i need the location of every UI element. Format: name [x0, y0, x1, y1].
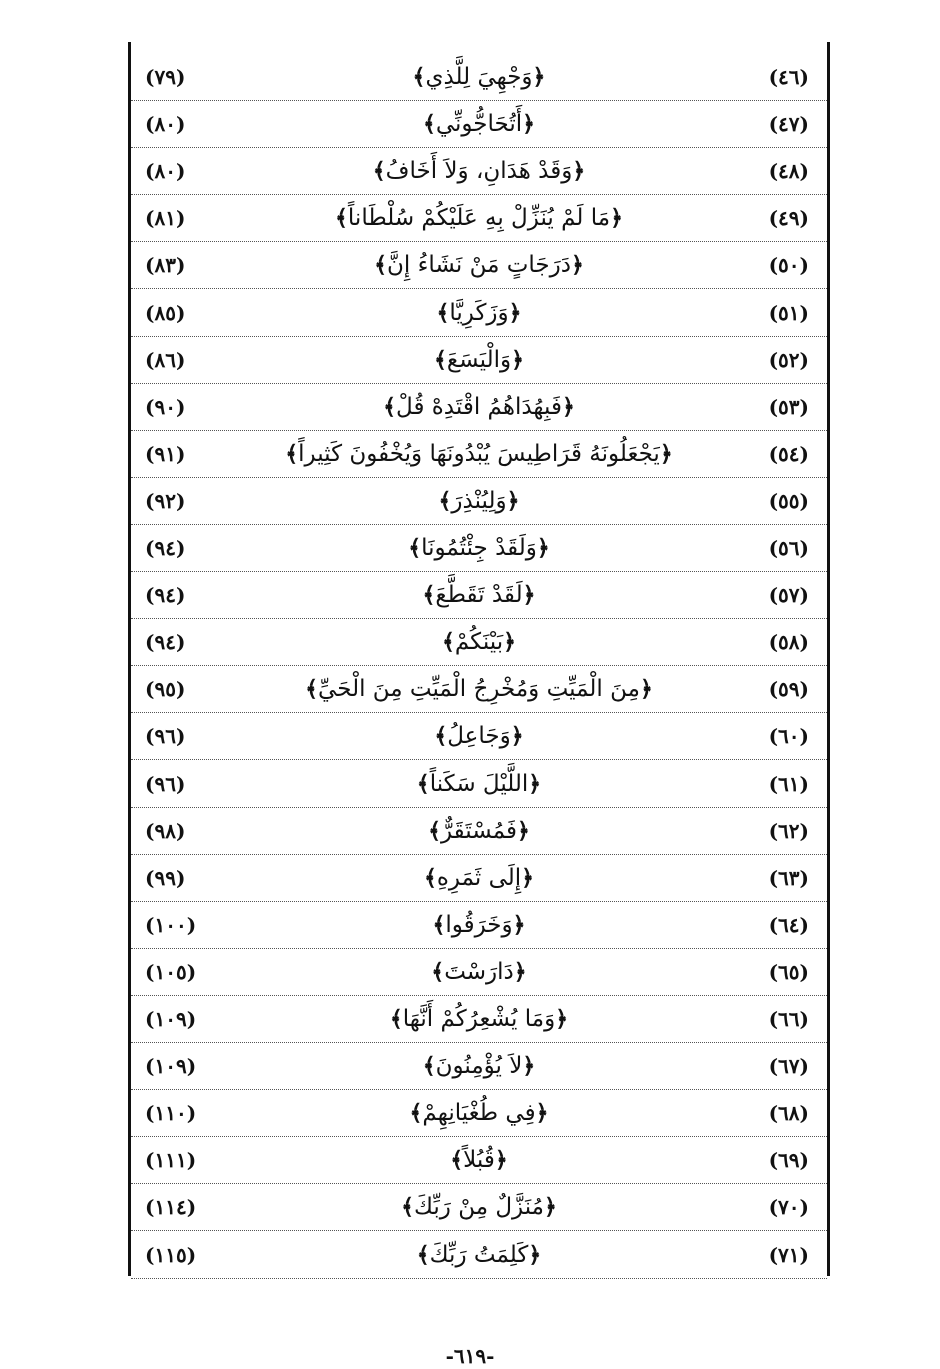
verse-words: يَجْعَلُونَهُ قَرَاطِيسَ يُبْدُونَهَا وَيُخْفُونَ كَثِيراً	[298, 440, 660, 467]
verse-words: أَتُحَاجُّونِّي	[435, 111, 523, 138]
verse-text	[241, 619, 717, 665]
verse-number: (٥٣)	[768, 394, 809, 419]
verse-words: لَقَدْ تَقَطَّعَ	[435, 582, 523, 609]
page-reference: (١١٤)	[145, 1195, 197, 1220]
verse-number: (٦٨)	[768, 1101, 809, 1126]
table-row	[131, 1184, 827, 1231]
table-row	[131, 996, 827, 1043]
table-row	[131, 572, 827, 619]
verse-words: مَا لَمْ يُنَزِّلْ بِهِ عَلَيْكُمْ سُلْطَاناً	[347, 205, 611, 232]
verse-number: (٦٩)	[768, 1148, 809, 1173]
verse-words: وَجْهِيَ لِلَّذِي	[425, 64, 533, 90]
verse-words: وَجَاعِلُ	[447, 723, 511, 750]
page-reference: (٩٥)	[145, 677, 186, 702]
page-reference: (٨٥)	[145, 300, 186, 325]
table-row	[131, 478, 827, 525]
table-row	[131, 525, 827, 572]
verse-number: (٦٠)	[768, 724, 809, 749]
verse-words: دَرَجَاتٍ مَنْ نَشَاءُ إِنَّ	[386, 252, 571, 279]
ornate-bracket-open: ﴿	[511, 347, 524, 373]
verse-words: اللَّيْلَ سَكَناً	[429, 770, 529, 797]
ornate-bracket-open: ﴿	[536, 536, 550, 561]
verse-words: وَلِيُنْذِرَ	[451, 487, 507, 514]
ornate-bracket-open: ﴿	[532, 65, 546, 90]
page-reference: (١١٥)	[145, 1242, 197, 1267]
ornate-bracket-close: ﴾	[422, 1054, 436, 1080]
table-row	[131, 242, 827, 289]
ornate-bracket-close: ﴾	[372, 159, 386, 185]
ornate-bracket-close: ﴾	[416, 1242, 430, 1268]
table-row	[131, 713, 827, 760]
table-row	[131, 431, 827, 478]
verse-number: (٤٨)	[768, 159, 809, 184]
ornate-bracket-open: ﴿	[517, 818, 530, 844]
ornate-bracket-open: ﴿	[555, 1007, 569, 1032]
page-reference: (٧٩)	[145, 65, 186, 89]
page-reference: (٩١)	[145, 441, 186, 466]
table-row	[131, 101, 827, 148]
verse-words: وَمَا يُشْعِرُكُمْ أَنَّهَا	[402, 1006, 556, 1032]
verse-text	[241, 855, 717, 901]
verse-words: فِي طُغْيَانِهِمْ	[422, 1100, 536, 1127]
verse-text	[241, 290, 717, 336]
verse-text	[241, 384, 717, 430]
verse-words: بَيْنَكُمْ	[454, 629, 504, 656]
verse-text	[241, 996, 717, 1042]
table-row	[131, 1043, 827, 1090]
ornate-bracket-open: ﴿	[572, 159, 586, 185]
verse-number: (٦٣)	[768, 865, 809, 890]
ornate-bracket-close: ﴾	[412, 65, 426, 90]
page-reference: (١٠٩)	[145, 1007, 197, 1031]
verse-words: إِلَى ثَمَرِهِ	[436, 864, 522, 891]
verse-words: دَارَسْتَ	[444, 958, 514, 985]
ornate-bracket-close: ﴾	[408, 536, 422, 561]
ornate-bracket-open: ﴿	[521, 865, 535, 891]
ornate-bracket-close: ﴾	[422, 583, 436, 609]
verse-number: (٥٠)	[768, 253, 809, 278]
ornate-bracket-open: ﴿	[528, 1242, 542, 1268]
ornate-bracket-open: ﴿	[510, 724, 524, 750]
page-reference: (٩٤)	[145, 583, 186, 608]
verse-number: (٤٧)	[768, 112, 809, 137]
ornate-bracket-open: ﴿	[639, 677, 653, 703]
verse-text	[241, 1232, 717, 1278]
verse-number: (٧٠)	[768, 1195, 809, 1220]
verse-number: (٦١)	[768, 771, 809, 796]
ornate-bracket-close: ﴾	[409, 1101, 423, 1127]
verse-number: (٥٧)	[768, 583, 809, 608]
ornate-bracket-close: ﴾	[422, 112, 436, 138]
ornate-bracket-close: ﴾	[285, 441, 299, 467]
ornate-bracket-open: ﴿	[544, 1195, 557, 1221]
ornate-bracket-open: ﴿	[506, 488, 520, 514]
verse-number: (٥١)	[768, 300, 809, 325]
ornate-bracket-close: ﴾	[383, 394, 397, 420]
verse-number: (٤٦)	[768, 65, 809, 89]
verse-words: وَزَكَرِيَّا	[449, 299, 509, 326]
page-reference: (٨٣)	[145, 253, 186, 278]
verse-number: (٧١)	[768, 1242, 809, 1267]
page-reference: (١٠٠)	[145, 912, 197, 937]
verse-number: (٤٩)	[768, 206, 809, 231]
ornate-bracket-close: ﴾	[305, 677, 319, 703]
verse-words: كَلِمَتُ رَبِّكَ	[429, 1241, 529, 1268]
verse-words: فَبِهُدَاهُمُ اقْتَدِهْ قُلْ	[396, 393, 562, 420]
verse-number: (٦٢)	[768, 818, 809, 843]
page-reference: (١٠٥)	[145, 959, 197, 984]
table-row	[131, 54, 827, 101]
index-table	[128, 42, 830, 1276]
verse-text	[241, 1043, 717, 1089]
page-number: -٦١٩-	[445, 1344, 495, 1368]
ornate-bracket-open: ﴿	[494, 1148, 508, 1174]
verse-words: وَلَقَدْ جِئْتُمُونَا	[421, 535, 537, 561]
ornate-bracket-close: ﴾	[374, 253, 387, 279]
table-row	[131, 1090, 827, 1137]
verse-text	[241, 902, 717, 948]
ornate-bracket-open: ﴿	[528, 771, 542, 797]
ornate-bracket-open: ﴿	[659, 441, 673, 467]
verse-text	[241, 242, 717, 288]
verse-text	[241, 1137, 717, 1183]
verse-words: وَخَرَقُوا	[445, 911, 513, 938]
page-reference: (١٠٩)	[145, 1054, 197, 1079]
verse-words: مُنَزَّلٌ مِنْ رَبِّكَ	[413, 1194, 544, 1221]
verse-text	[241, 101, 717, 147]
ornate-bracket-close: ﴾	[428, 818, 441, 844]
verse-text	[241, 1184, 717, 1230]
page-reference: (٩٠)	[145, 394, 186, 419]
ornate-bracket-close: ﴾	[423, 865, 437, 891]
table-row	[131, 290, 827, 337]
table-row	[131, 1137, 827, 1184]
verse-text	[241, 148, 717, 194]
verse-text	[241, 761, 717, 807]
ornate-bracket-open: ﴿	[503, 630, 517, 656]
verse-number: (٥٩)	[768, 677, 809, 702]
ornate-bracket-close: ﴾	[416, 771, 430, 797]
verse-text	[241, 1090, 717, 1136]
verse-words: لاَ يُؤْمِنُونَ	[435, 1053, 523, 1080]
ornate-bracket-close: ﴾	[436, 300, 450, 326]
verse-words: مِنَ الْمَيِّتِ وَمُخْرِجُ الْمَيِّتِ مِنَ الْحَيِّ	[318, 676, 640, 703]
ornate-bracket-close: ﴾	[432, 912, 446, 938]
table-row	[131, 1232, 827, 1279]
table-row	[131, 619, 827, 666]
ornate-bracket-close: ﴾	[431, 959, 445, 985]
verse-text	[241, 431, 717, 477]
page-reference: (٩٦)	[145, 771, 186, 796]
ornate-bracket-close: ﴾	[389, 1007, 403, 1032]
verse-words: فَمُسْتَقَرٌّ	[440, 817, 518, 844]
verse-text	[241, 337, 717, 383]
verse-words: وَالْيَسَعَ	[446, 346, 512, 373]
ornate-bracket-close: ﴾	[401, 1195, 414, 1221]
verse-text	[241, 478, 717, 524]
page-reference: (٩٤)	[145, 536, 186, 560]
verse-number: (٦٤)	[768, 912, 809, 937]
page-reference: (٨١)	[145, 206, 186, 231]
ornate-bracket-open: ﴿	[512, 912, 526, 938]
verse-number: (٥٤)	[768, 441, 809, 466]
ornate-bracket-open: ﴿	[522, 1054, 536, 1080]
verse-number: (٥٨)	[768, 630, 809, 655]
table-row	[131, 855, 827, 902]
page-reference: (٩٦)	[145, 724, 186, 749]
verse-text	[241, 195, 717, 241]
ornate-bracket-open: ﴿	[508, 300, 522, 326]
ornate-bracket-open: ﴿	[561, 394, 575, 420]
table-row	[131, 666, 827, 713]
verse-text	[241, 949, 717, 995]
ornate-bracket-close: ﴾	[434, 724, 448, 750]
ornate-bracket-close: ﴾	[438, 488, 452, 514]
page-reference: (٩٤)	[145, 630, 186, 655]
verse-text	[241, 572, 717, 618]
table-row	[131, 761, 827, 808]
page-reference: (٩٨)	[145, 818, 186, 843]
table-row	[131, 808, 827, 855]
page-reference: (١١٠)	[145, 1101, 197, 1126]
table-row	[131, 337, 827, 384]
verse-number: (٥٦)	[768, 536, 809, 560]
verse-text	[241, 54, 717, 100]
page-reference: (١١١)	[145, 1148, 197, 1173]
page-reference: (٩٢)	[145, 488, 186, 513]
verse-text	[241, 525, 717, 571]
verse-text	[241, 808, 717, 854]
table-row	[131, 902, 827, 949]
verse-number: (٥٢)	[768, 347, 809, 372]
ornate-bracket-open: ﴿	[522, 583, 536, 609]
verse-words: قُبُلاً	[463, 1147, 495, 1174]
table-row	[131, 195, 827, 242]
verse-text	[241, 666, 717, 712]
verse-number: (٦٧)	[768, 1054, 809, 1079]
ornate-bracket-open: ﴿	[610, 206, 623, 232]
page-reference: (٨٠)	[145, 159, 186, 184]
ornate-bracket-close: ﴾	[450, 1148, 464, 1174]
ornate-bracket-close: ﴾	[441, 630, 455, 656]
verse-number: (٦٥)	[768, 959, 809, 984]
page-reference: (٩٩)	[145, 865, 186, 890]
ornate-bracket-open: ﴿	[571, 253, 584, 279]
verse-text	[241, 713, 717, 759]
page-reference: (٨٠)	[145, 112, 186, 137]
table-row	[131, 384, 827, 431]
ornate-bracket-open: ﴿	[522, 112, 536, 138]
verse-words: وَقَدْ هَدَانِ، وَلاَ أَخَافُ	[385, 158, 573, 185]
table-row	[131, 949, 827, 996]
ornate-bracket-open: ﴿	[535, 1101, 549, 1127]
ornate-bracket-close: ﴾	[335, 206, 348, 232]
verse-number: (٥٥)	[768, 488, 809, 513]
verse-number: (٦٦)	[768, 1007, 809, 1031]
page-reference: (٨٦)	[145, 347, 186, 372]
ornate-bracket-open: ﴿	[513, 959, 527, 985]
ornate-bracket-close: ﴾	[434, 347, 447, 373]
table-row	[131, 148, 827, 195]
